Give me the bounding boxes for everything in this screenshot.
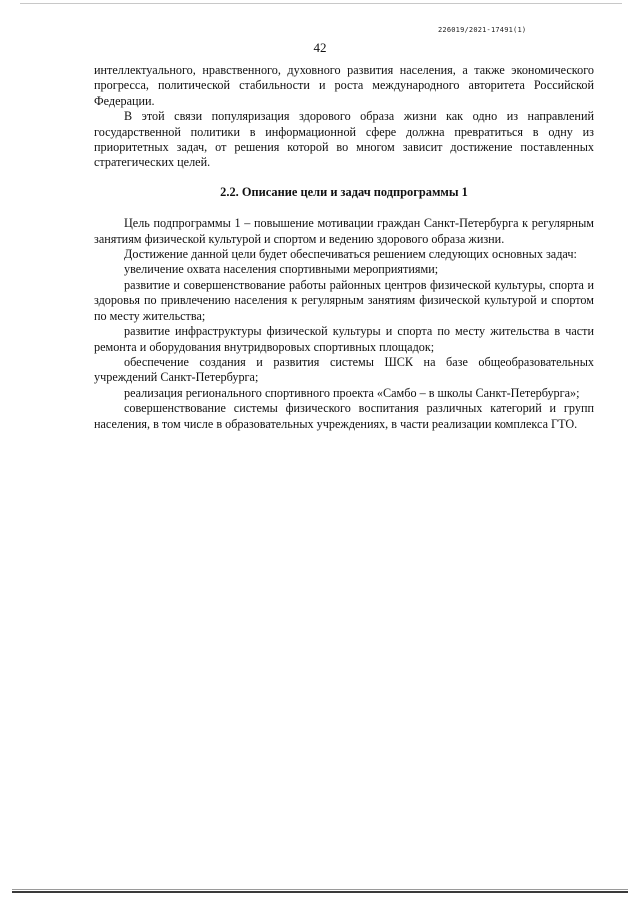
page-number: 42: [313, 40, 327, 55]
intro-paragraph: В этой связи популяризация здорового образа жизни как одно из направлений государственной политики в информационной сфере должна превратиться в одну из приоритетных задач, от решения которой во многом зависит достижение поставленных стратегических целей.: [94, 109, 594, 170]
document-id-stamp: 226019/2021-17491(1): [438, 26, 527, 34]
task-item: развитие и совершенствование работы районных центров физической культуры, спорта и здоровья по привлечению населения к регулярным занятиям физической культурой и спортом по месту жительства;: [94, 277, 594, 323]
scan-bottom-edge-thin: [12, 889, 628, 890]
scan-top-edge: [20, 3, 622, 4]
task-item: реализация регионального спортивного проекта «Самбо – в школы Санкт-Петербурга»;: [124, 385, 580, 400]
task-item: совершенствование системы физического воспитания различных категорий и групп населения, в том числе в образовательных учреждениях, в части реализации комплекса ГТО.: [94, 401, 594, 431]
task-item: обеспечение создания и развития системы ШСК на базе общеобразовательных учреждений Санкт-Петербурга;: [94, 354, 594, 385]
task-item: увеличение охвата населения спортивными мероприятиями;: [124, 262, 439, 277]
intro-paragraph-continuation: интеллектуального, нравственного, духовного развития населения, а также экономического прогресса, политической стабильности и роста международного авторитета Российской Федерации.: [94, 63, 594, 108]
section-heading: 2.2. Описание цели и задач подпрограммы 1: [220, 184, 468, 199]
goal-paragraph: Цель подпрограммы 1 – повышение мотивации граждан Санкт-Петербурга к регулярным занятиям физической культурой и спортом и ведению здорового образа жизни.: [94, 216, 594, 246]
scan-bottom-edge: [12, 891, 628, 893]
document-body: [94, 63, 594, 432]
tasks-intro-paragraph: Достижение данной цели будет обеспечиваться решением следующих основных задач:: [124, 247, 577, 262]
tasks-list: [94, 262, 594, 431]
task-item: развитие инфраструктуры физической культуры и спорта по месту жительства в части ремонта и оборудования внутридворовых спортивных площадок;: [94, 324, 594, 354]
